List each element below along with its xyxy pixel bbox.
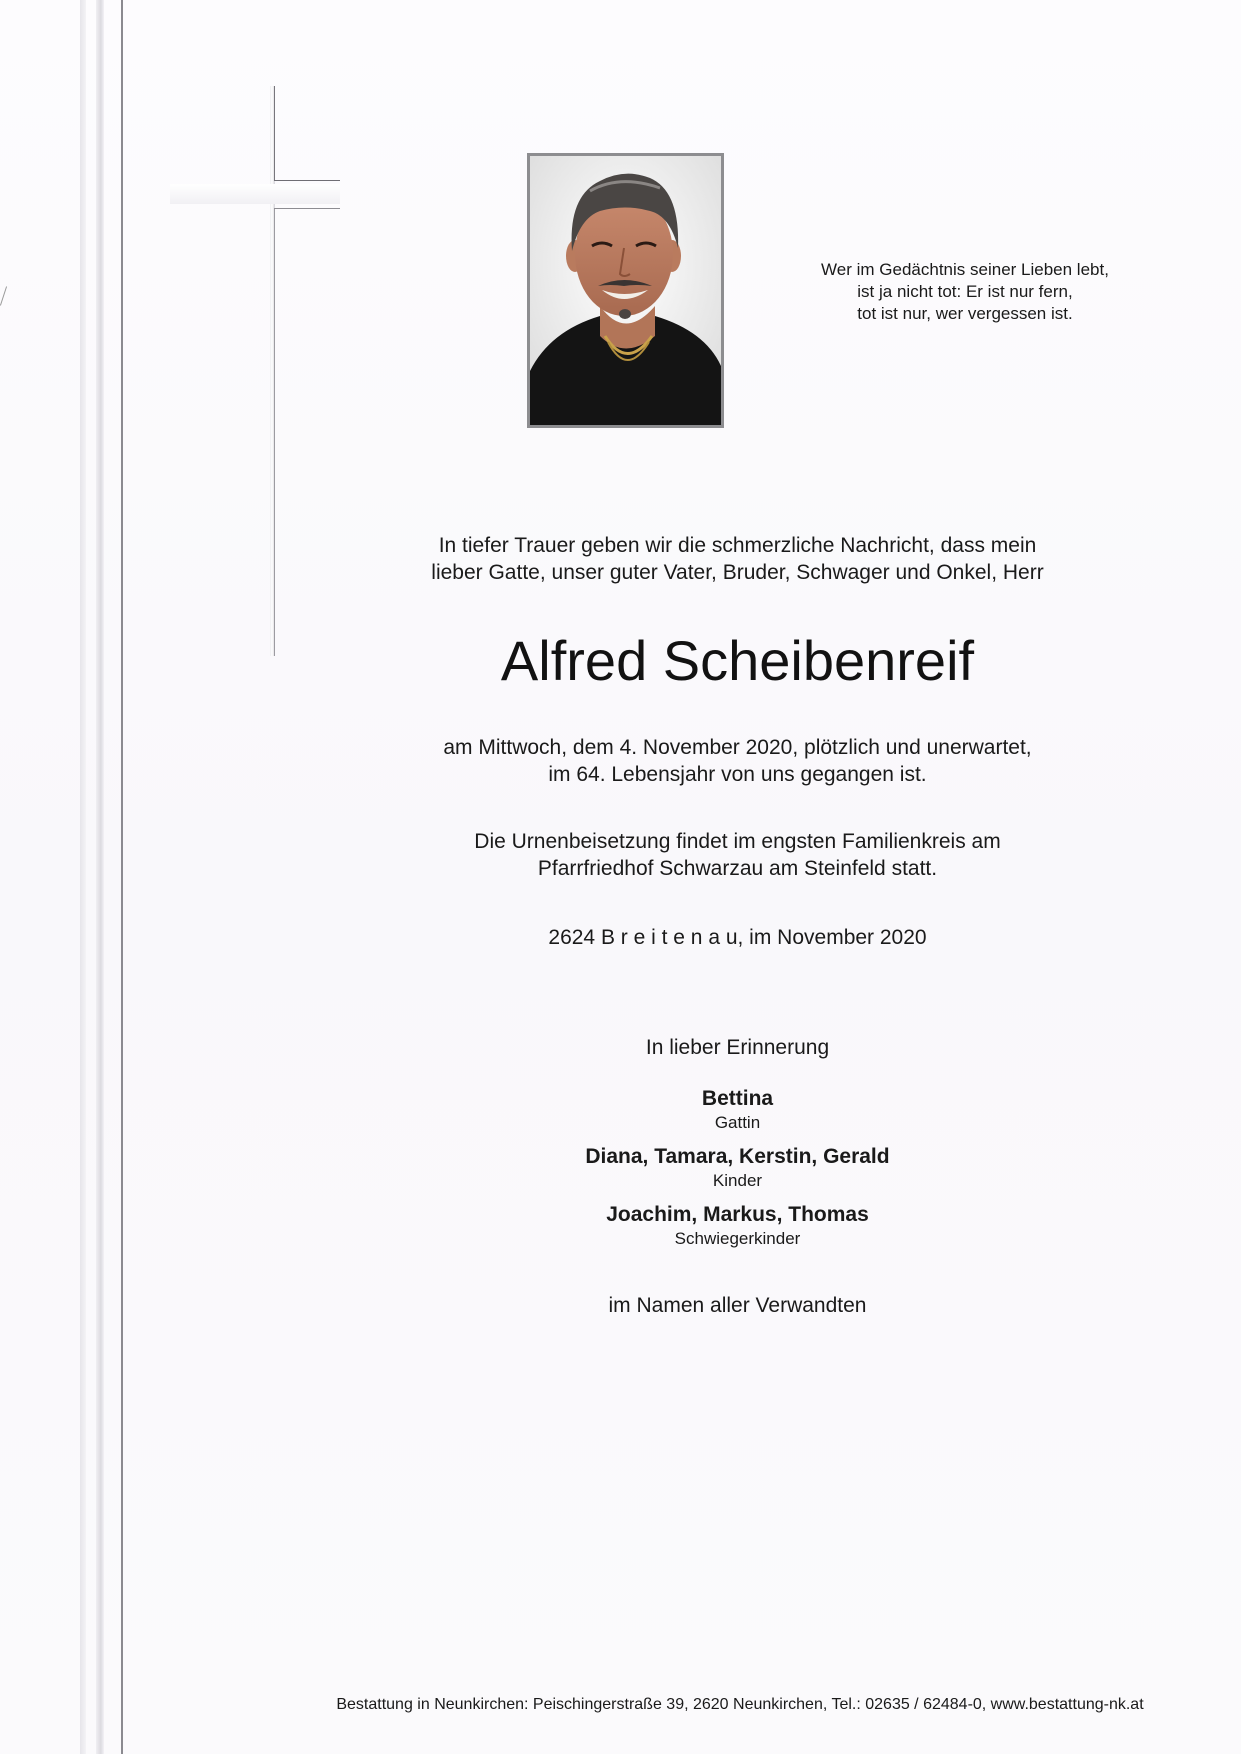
border-line (121, 0, 123, 1754)
family-names: Bettina (701, 1087, 774, 1110)
announcement (360, 532, 1115, 586)
passing-line: am Mittwoch, dem 4. November 2020, plötzlich und unerwartet, (443, 736, 1032, 759)
cross-icon (170, 86, 350, 656)
passing-notice (360, 734, 1115, 788)
quote-line: ist ja nicht tot: Er ist nur fern, (857, 282, 1073, 301)
place-date: 2624 B r e i t e n a u, im November 2020 (548, 926, 927, 949)
family-names: Diana, Tamara, Kerstin, Gerald (585, 1145, 890, 1168)
relatives-line: im Namen aller Verwandten (608, 1294, 867, 1317)
announcement-line: lieber Gatte, unser guter Vater, Bruder, Schwager und Onkel, Herr (431, 561, 1044, 584)
family-names: Joachim, Markus, Thomas (606, 1203, 869, 1226)
border-line (80, 0, 86, 1754)
announcement-line: In tiefer Trauer geben wir die schmerzliche Nachricht, dass mein (438, 534, 1037, 557)
family-list (360, 1085, 1115, 1259)
family-role: Gattin (714, 1113, 761, 1132)
memorial-quote (780, 259, 1150, 325)
quote-line: Wer im Gedächtnis seiner Lieben lebt, (821, 260, 1109, 279)
funeral-home-footer: Bestattung in Neunkirchen: Peischingerstraße 39, 2620 Neunkirchen, Tel.: 02635 / 62484-0, www.bestattung-nk.at (336, 1696, 1144, 1713)
border-line (96, 0, 104, 1754)
burial-line: Die Urnenbeisetzung findet im engsten Familienkreis am (474, 830, 1001, 853)
quote-line: tot ist nur, wer vergessen ist. (857, 304, 1073, 323)
family-role: Kinder (712, 1171, 763, 1190)
burial-notice (360, 828, 1115, 882)
burial-line: Pfarrfriedhof Schwarzau am Steinfeld statt. (537, 857, 938, 880)
portrait-photo (527, 153, 724, 428)
edge-mark (0, 286, 7, 305)
passing-line: im 64. Lebensjahr von uns gegangen ist. (548, 763, 927, 786)
deceased-name: Alfred Scheibenreif (500, 629, 975, 692)
family-role: Schwiegerkinder (674, 1229, 801, 1248)
memory-heading: In lieber Erinnerung (645, 1036, 830, 1059)
